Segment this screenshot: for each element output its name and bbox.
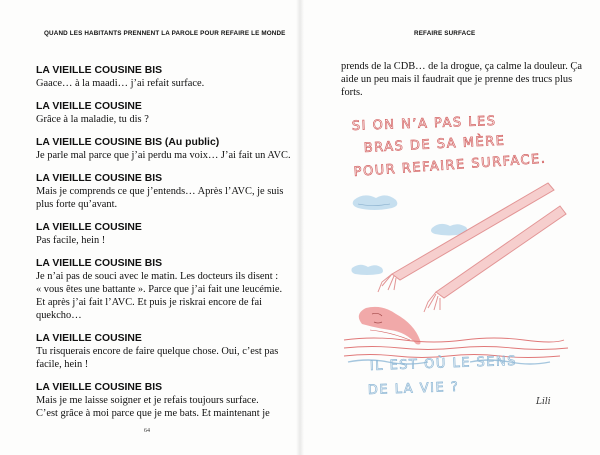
- dialogue-block: [36, 64, 284, 90]
- left-running-head: QUAND LES HABITANTS PRENNENT LA PAROLE POUR REFAIRE LE MONDE: [44, 30, 286, 37]
- dialogue-body: [36, 64, 291, 430]
- speaker-name: LA VIEILLE COUSINE BIS: [36, 258, 163, 269]
- speaker-name: LA VIEILLE COUSINE BIS (Au public): [36, 137, 220, 148]
- dialogue-line: Pas facile, hein !: [36, 235, 106, 246]
- dialogue-line: Mais je me laisse soigner et je refais toujours surface.: [36, 395, 259, 406]
- cloud-shape: [351, 265, 383, 275]
- dialogue-block: [36, 172, 284, 211]
- dialogue-line: quekcho…: [36, 310, 82, 321]
- body-line: aide un peu mais il faudrait que je prenne des trucs plus: [341, 74, 573, 85]
- dialogue-line: Tu risquerais encore de faire quelque chose. Oui, c’est pas: [36, 346, 279, 357]
- body-line: forts.: [341, 87, 363, 98]
- speaker-name: LA VIEILLE COUSINE BIS: [36, 382, 163, 393]
- water-lines: [344, 338, 568, 358]
- caption-bottom-line: DE LA VIE ?: [367, 379, 460, 398]
- dialogue-line: Et après j’ai fait l’AVC. Et puis je riskrai encore de fai: [36, 297, 263, 308]
- dialogue-line: facile, hein !: [36, 359, 89, 370]
- dialogue-block: [36, 257, 284, 322]
- caption-top-line: BRAS DE SA MÈRE: [363, 133, 506, 156]
- dialogue-line: C’est grâce à moi parce que je me bats. Et maintenant je: [36, 408, 270, 419]
- cloud-shape: [353, 195, 398, 210]
- speaker-name: LA VIEILLE COUSINE: [36, 222, 142, 233]
- dialogue-block: [36, 221, 284, 247]
- right-running-head: REFAIRE SURFACE: [414, 30, 476, 37]
- dialogue-line: Grâce à la maladie, tu dis ?: [36, 114, 149, 125]
- dialogue-line: plus forte qu’avant.: [36, 199, 118, 210]
- dialogue-line: Gaace… à la maadi… j’ai refait surface.: [36, 78, 205, 89]
- caption-top-line: POUR REFAIRE SURFACE.: [353, 151, 547, 180]
- illustration-drawing: [340, 108, 570, 418]
- dialogue-line: Mais je comprends ce que j’entends… Après l’AVC, je suis: [36, 186, 284, 197]
- dialogue-block: [36, 100, 284, 126]
- speaker-name: LA VIEILLE COUSINE: [36, 333, 142, 344]
- caption-top-line: SI ON N’A PAS LES: [351, 113, 497, 134]
- page-number: 64: [144, 428, 150, 434]
- dialogue-block: [36, 381, 284, 420]
- speaker-name: LA VIEILLE COUSINE BIS: [36, 65, 163, 76]
- caption-bottom-line: IL EST OÙ LE SENS: [369, 353, 518, 374]
- dialogue-block: [36, 136, 291, 162]
- body-line: prends de la CDB… de la drogue, ça calme la douleur. Ça: [341, 61, 582, 72]
- dialogue-line: Je parle mal parce que j’ai perdu ma voix… J’ai fait un AVC.: [36, 150, 291, 161]
- artist-signature: Lili: [536, 397, 551, 407]
- speaker-name: LA VIEILLE COUSINE: [36, 101, 142, 112]
- dialogue-line: « vous êtes une battante ». Parce que j’ai fait une leucémie.: [36, 284, 283, 295]
- continuation-text: [341, 60, 581, 99]
- speaker-name: LA VIEILLE COUSINE BIS: [36, 173, 163, 184]
- dialogue-line: Je n’ai pas de souci avec le matin. Les docteurs ils disent :: [36, 271, 279, 282]
- dialogue-block: [36, 332, 284, 371]
